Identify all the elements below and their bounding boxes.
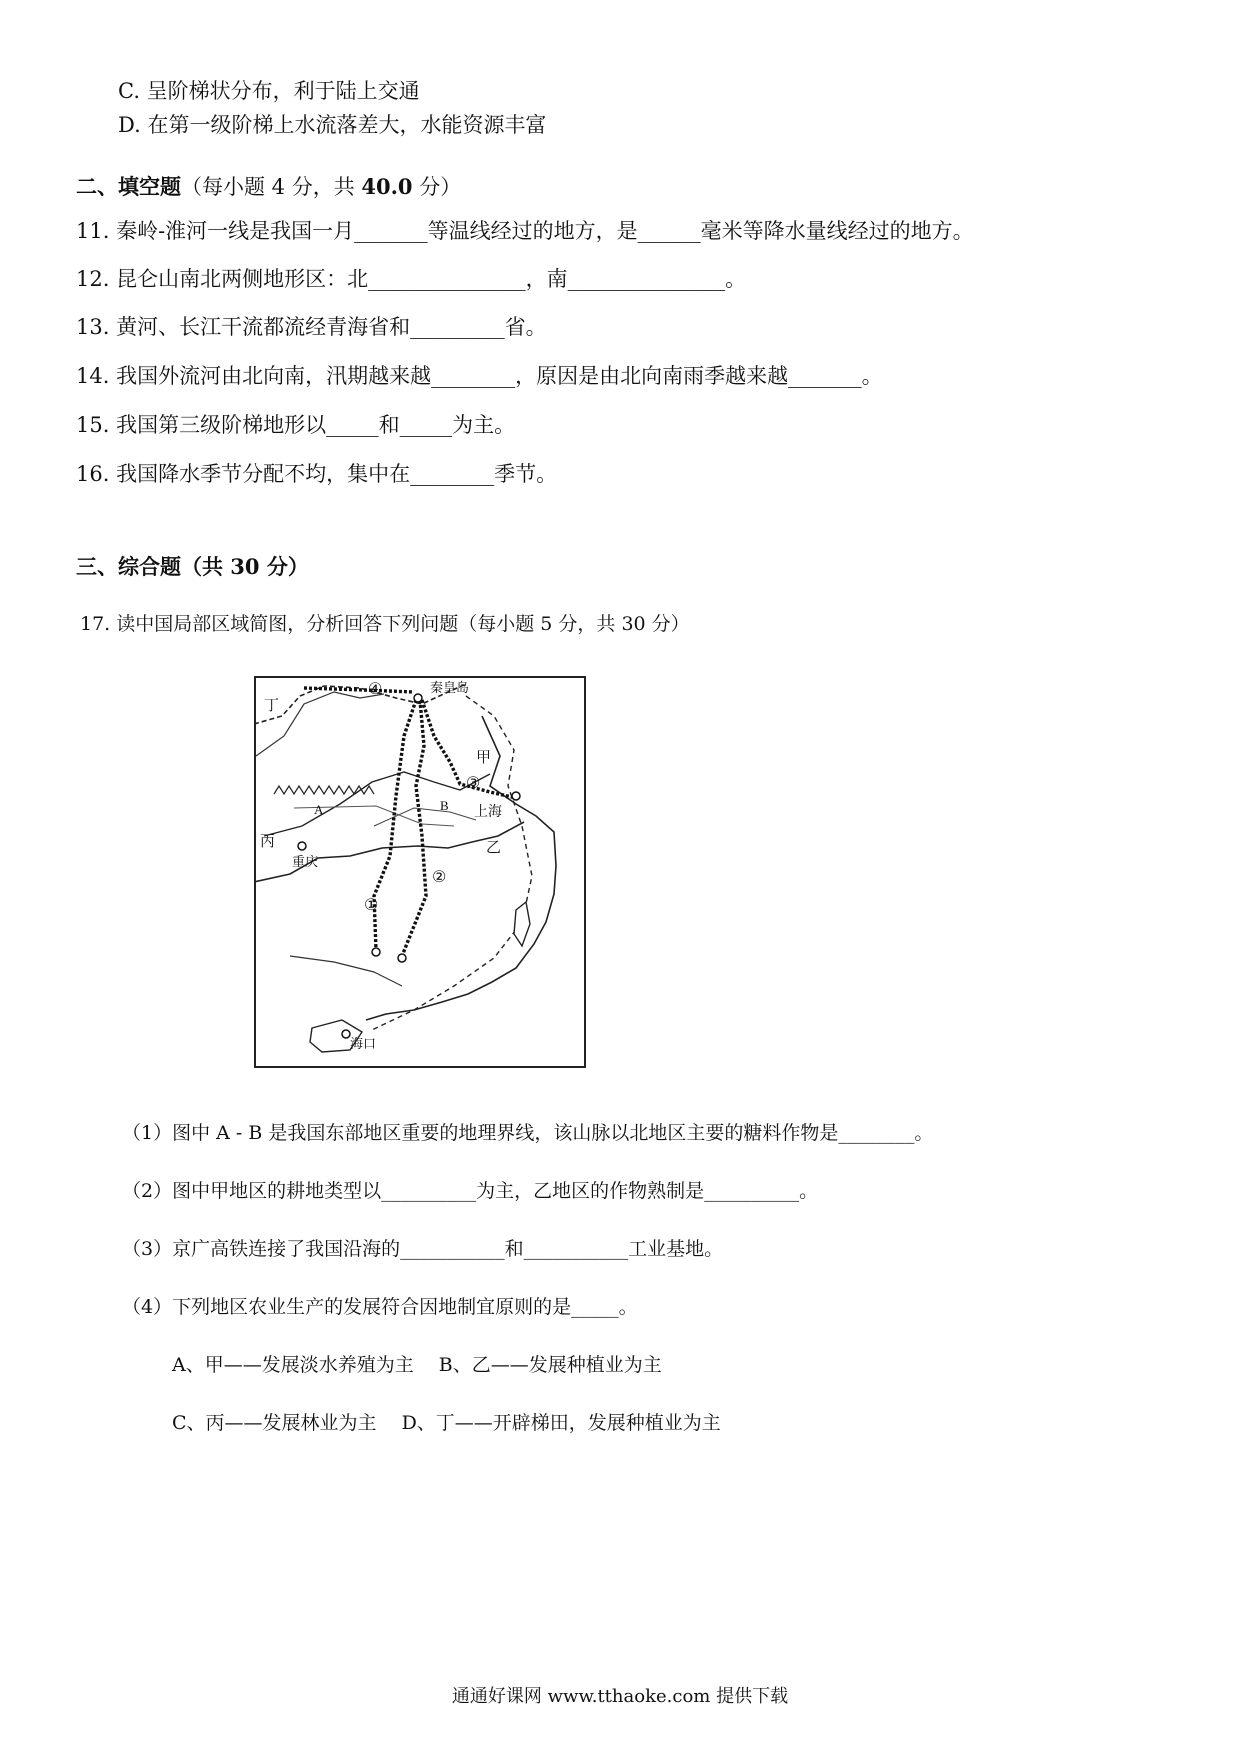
subquestion-3: （3）京广高铁连接了我国沿海的___________和___________工业基地。: [122, 1238, 724, 1260]
subquestion-1: （1）图中 A - B 是我国东部地区重要的地理界线，该山脉以北地区主要的糖料作物是________。: [122, 1122, 934, 1144]
map-label-ding: 丁: [264, 698, 280, 714]
options-a-b: A、甲——发展淡水养殖为主 B、乙——发展种植业为主: [172, 1354, 662, 1376]
chongqing-marker: [298, 842, 306, 850]
guangzhou-marker: [372, 948, 380, 956]
question-13: 13. 黄河、长江干流都流经青海省和_________省。: [76, 315, 547, 339]
map-label-qinhuangdao: 秦皇岛: [430, 680, 470, 695]
question-16: 16. 我国降水季节分配不均，集中在________季节。: [76, 462, 558, 486]
section2-heading-note: （每小题 4 分，共: [181, 175, 362, 199]
question-17: 17. 读中国局部区域简图，分析回答下列问题（每小题 5 分，共 30 分）: [80, 613, 690, 635]
options-c-d: C、丙——发展林业为主 D、丁——开辟梯田，发展种植业为主: [172, 1412, 721, 1434]
map-label-shanghai: 上海: [474, 805, 502, 820]
map-label-route4: ④: [368, 681, 383, 698]
haikou-marker: [342, 1030, 350, 1038]
map-label-route1: ①: [364, 897, 379, 914]
map-label-jia: 甲: [476, 750, 492, 766]
question-12: 12. 昆仑山南北两侧地形区：北_______________，南_______________。: [76, 267, 747, 291]
section2-heading-num: 二、填空题: [76, 174, 181, 199]
map-label-route2: ②: [432, 869, 447, 886]
question-14: 14. 我国外流河由北向南，汛期越来越________，原因是由北向南雨季越来越_______。: [76, 364, 883, 388]
page-footer: 通通好课网 www.tthaoke.com 提供下载: [451, 1686, 789, 1707]
map-label-b: B: [440, 798, 449, 813]
map-label-a: A: [314, 802, 324, 817]
section3-heading: 三、综合题（共 30 分）: [76, 554, 309, 579]
question-11: 11. 秦岭-淮河一线是我国一月_______等温线经过的地方，是______毫米等降水量线经过的地方。: [76, 219, 974, 243]
map-label-haikou: 海口: [350, 1036, 377, 1051]
section2-heading-end: 分）: [412, 175, 462, 199]
section2-heading: [76, 172, 461, 202]
subquestion-4: （4）下列地区农业生产的发展符合因地制宜原则的是_____。: [122, 1296, 638, 1318]
map-label-yi: 乙: [486, 840, 502, 856]
qinhuangdao-marker: [414, 694, 422, 702]
map-label-route3: ③: [466, 775, 481, 792]
option-c: C. 呈阶梯状分布，利于陆上交通: [118, 79, 420, 103]
section2-heading-score: 40.0: [361, 174, 413, 199]
china-regional-map: [254, 676, 586, 1068]
subquestion-2: （2）图中甲地区的耕地类型以__________为主，乙地区的作物熟制是__________。: [122, 1180, 819, 1202]
map-label-bing: 丙: [260, 834, 276, 850]
question-15: 15. 我国第三级阶梯地形以_____和_____为主。: [76, 413, 516, 437]
shanghai-marker: [512, 792, 520, 800]
shenzhen-marker: [398, 954, 406, 962]
map-label-chongqing: 重庆: [292, 854, 319, 869]
option-d: D. 在第一级阶梯上水流落差大，水能资源丰富: [118, 113, 547, 137]
